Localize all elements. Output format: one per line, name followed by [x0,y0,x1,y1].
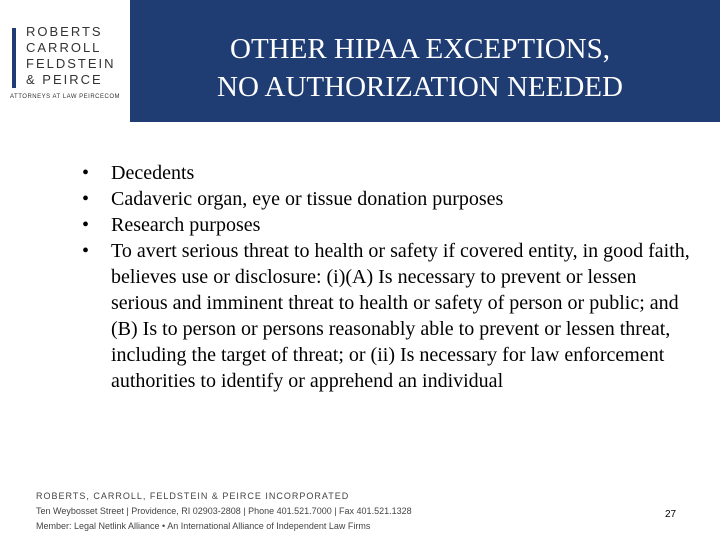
footer-firm-name: ROBERTS, CARROLL, FELDSTEIN & PEIRCE INCORPORATED [36,491,350,501]
logo-line-2: CARROLL [26,40,102,55]
bullet-list [82,160,692,394]
bullet-item-research: • Research purposes [82,212,692,238]
slide-title-line-2: NO AUTHORIZATION NEEDED [217,71,623,103]
footer-membership: Member: Legal Netlink Alliance • An International Alliance of Independent Law Firms [36,521,371,531]
logo-accent-bar [12,28,16,88]
bullet-item-decedents: • Decedents [82,160,692,186]
logo-line-4: & PEIRCE [26,72,103,87]
slide-title-line-1: OTHER HIPAA EXCEPTIONS, [230,33,610,65]
firm-logo [0,0,130,122]
bullet-item-donation: • Cadaveric organ, eye or tissue donation purposes [82,186,692,212]
header-banner [0,0,720,122]
slide-title [140,30,700,106]
logo-line-1: ROBERTS [26,24,103,39]
logo-tagline: ATTORNEYS AT LAW PEIRCECOM [10,94,121,100]
footer-address: Ten Weybosset Street | Providence, RI 02903-2808 | Phone 401.521.7000 | Fax 401.521.1328 [36,506,412,516]
page-number: 27 [665,509,677,520]
bullet-item-threat: • To avert serious threat to health or safety if covered entity, in good faith, believes use or disclosure: (i)(A) Is necessary to prevent or lessen serious and imminent threat to health or safety of person or public; and (B) Is to person or persons reasonably able to prevent or lessen threat, including the target of threat; or (ii) Is necessary for law enforcement authorities to identify or apprehend an individual [82,238,692,394]
footer [36,489,412,534]
logo-line-3: FELDSTEIN [26,56,116,71]
